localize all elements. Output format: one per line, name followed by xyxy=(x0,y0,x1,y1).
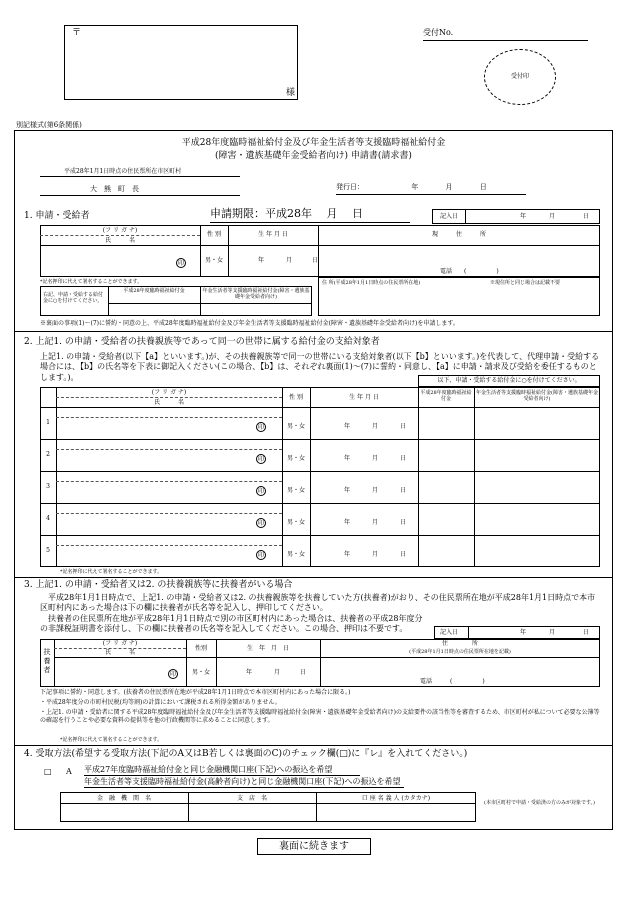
dep-row-number: 4 xyxy=(46,515,50,522)
addressee-line xyxy=(40,176,240,177)
section2-instruction: 以下、申請・受給する給付金に○を付けてください。 xyxy=(437,377,581,384)
section3-sign-note: *記名押印に代えて署名することができます。 xyxy=(60,737,163,743)
issue-month: 月 xyxy=(445,183,453,191)
dep-row-birth-month: 月 xyxy=(372,519,379,526)
dep-row-number: 2 xyxy=(46,451,50,458)
dep-row-temp-checkbox[interactable] xyxy=(419,440,473,470)
section3-entry-date-label: 記入日 xyxy=(440,629,459,636)
applicant-header-divider xyxy=(40,245,600,246)
dep-row-birth-month: 月 xyxy=(372,455,379,462)
dep-row-seal-mark: 印 xyxy=(257,552,264,559)
dep-row-seal-mark: 印 xyxy=(257,488,264,495)
dep-row-birth-year: 年 xyxy=(344,551,351,558)
section4-side-note: (本市区町村で申請・受給済の方のみが対象です。) xyxy=(484,800,596,806)
dep-row-birth-day: 日 xyxy=(400,519,407,526)
dep-header-furigana-divider xyxy=(56,397,282,398)
dep-name-header: 氏 名 xyxy=(153,399,184,406)
dep-row-birth-day: 日 xyxy=(400,423,407,430)
section3-entry-date-box[interactable] xyxy=(434,626,600,639)
section1-sign-note: *記名押印に代えて署名することができます。 xyxy=(40,279,143,285)
applicant-gender-value: 男・女 xyxy=(204,257,223,264)
option-a-underline2 xyxy=(84,787,404,788)
dep-birth-header: 生 年 月 日 xyxy=(349,394,379,401)
account-holder-input[interactable] xyxy=(317,804,475,821)
section1-entry-day: 日 xyxy=(583,213,590,220)
dep-row-birth-year: 年 xyxy=(344,487,351,494)
dep-row-support-checkbox[interactable] xyxy=(475,504,599,534)
issue-year: 年 xyxy=(411,183,419,191)
section1-entry-year: 年 xyxy=(520,213,527,220)
applicant-phone: 電話 ( ) xyxy=(440,268,499,275)
receipt-no-line xyxy=(423,40,588,41)
branch-name-input[interactable] xyxy=(189,804,315,821)
bank-name-input[interactable] xyxy=(61,804,187,821)
dep-row-number: 5 xyxy=(46,547,50,554)
dep-row-gender: 男・女 xyxy=(286,455,305,462)
dep-col-name-divider xyxy=(282,387,283,567)
section2-sign-note: *記名押印に代えて署名することができます。 xyxy=(60,569,163,575)
dep-row-gender: 男・女 xyxy=(286,551,305,558)
receipt-no-label: 受付No. xyxy=(423,28,454,37)
dep-row-furigana-divider xyxy=(56,481,282,482)
eligibility-support-benefit: 年金生活者等支援臨時福祉給付金(障害・遺族基礎年金受給者向け) xyxy=(202,288,310,301)
section2-heading: 2. 上記1. の申請・受給者の扶養親族等であって同一の世帯に属する給付金の支給対象者 xyxy=(24,337,380,347)
sup-gender-header: 性別 xyxy=(194,645,207,652)
sup-address-sub: (平成28年1月1日時点の住民票所在地を記載) xyxy=(409,649,511,655)
applicant-birth-month: 月 xyxy=(285,257,292,264)
receipt-stamp-label: 受付印 xyxy=(510,73,529,80)
dep-row-gender: 男・女 xyxy=(286,423,305,430)
section2-end-line xyxy=(14,577,613,578)
section1-pledge: ※裏面の事項(1)～(7)に誓約・同意の上、平成28年度臨時福祉給付金及び年金生活者等支援臨時福祉給付金(障害・遺族基礎年金受給者向け)を申請します。 xyxy=(40,320,459,327)
section1-entry-date-label: 記入日 xyxy=(440,213,459,220)
dep-row-furigana-divider xyxy=(56,545,282,546)
applicant-address-header: 現 住 所 xyxy=(431,231,486,238)
postal-mark: 〒 xyxy=(72,28,82,38)
dep-gender-header: 性 別 xyxy=(289,394,303,401)
option-a-checkbox[interactable]: □ xyxy=(44,767,52,776)
sup-furigana-header: (フ リ ガ ナ) xyxy=(102,640,138,647)
supporter-side-label: 扶養者 xyxy=(43,648,51,675)
section3-pledge2: ・平成28年度分の市町村民税(均等割)の計算において課税される所得金額がありません。 xyxy=(40,699,281,706)
dep-row-birth-year: 年 xyxy=(344,455,351,462)
applicant-birth-year: 年 xyxy=(258,257,265,264)
eligibility-prefix: 右記、申請・受給する給付金に○を付けてください。 xyxy=(43,292,104,305)
sup-phone: 電話 ( ) xyxy=(420,678,485,685)
issue-date-line xyxy=(336,194,526,195)
form-label: 別記様式(第6条関係) xyxy=(16,121,82,129)
section1-heading: 1. 申請・受給者 xyxy=(24,211,90,221)
form-title-line2: (障害・遺族基礎年金受給者向け) 申請書(請求書) xyxy=(215,151,412,161)
dep-col-no-divider xyxy=(56,387,57,567)
dep-col-gender-divider xyxy=(310,387,311,567)
section3-entry-month: 月 xyxy=(549,629,556,636)
dep-row-support-checkbox[interactable] xyxy=(475,440,599,470)
eligibility-temp-checkbox[interactable] xyxy=(110,304,198,315)
dep-row-furigana-divider xyxy=(56,417,282,418)
dep-temp-header: 平成28年度臨時福祉給付金 xyxy=(420,390,472,403)
continue-label: 裏面に続きます xyxy=(279,841,349,852)
option-a-line1: 平成27年度臨時福祉給付金と同じ金融機関口座(下記)への振込を希望 xyxy=(84,765,333,774)
sup-birth-day: 日 xyxy=(299,669,306,676)
issue-day: 日 xyxy=(479,183,487,191)
dep-row-number: 3 xyxy=(46,483,50,490)
dep-row-furigana-divider xyxy=(56,449,282,450)
form-title-line1: 平成28年度臨時福祉給付金及び年金生活者等支援臨時福祉給付金 xyxy=(181,138,446,148)
section4-heading: 4. 受取方法(希望する受取方法(下記のA又はB若しくは裏面のC)のチェック欄(□)に『レ』を入れてください。) xyxy=(24,749,468,759)
applicant-name-header: 氏 名 xyxy=(104,237,135,244)
dep-row-support-checkbox[interactable] xyxy=(475,472,599,502)
dep-row-temp-checkbox[interactable] xyxy=(419,408,473,438)
dep-furigana-header: (フ リ ガ ナ) xyxy=(151,389,187,396)
section1-end-line xyxy=(14,331,613,332)
dep-row-number: 1 xyxy=(46,419,50,426)
applicant-gender-header: 性 別 xyxy=(207,231,221,238)
applicant-birth-day: 日 xyxy=(311,257,318,264)
section3-entry-day: 日 xyxy=(583,629,590,636)
applicant-furigana-header: (フ リ ガ ナ) xyxy=(102,227,138,234)
applicant-birth-header: 生 年 月 日 xyxy=(258,231,288,238)
applicant-birth-value xyxy=(238,257,318,265)
section2-body: 上記1. の申請・受給者(以下【a】といいます。)が、その扶養親族等で同一の世帯にいる支給対象者(以下【b】といいます。)を代表して、代理申請・受給する場合には、【b】の氏名等を下表に御記入ください(この場合、【b】は、それぞれ裏面(1)～(7)に誓約・同意し、【a】に申請・請求及び受給を委任するものとします。)。 xyxy=(40,352,600,382)
addressee-label: 平成28年1月1日時点の住民票所在市区町村 xyxy=(64,168,182,175)
sup-birth-value xyxy=(222,669,306,677)
account-holder-header: 口 座 名 義 人 (カタカナ) xyxy=(361,795,431,802)
sup-birth-year: 年 xyxy=(246,669,253,676)
dep-row-birth-day: 日 xyxy=(400,551,407,558)
supporter-seal-mark: 印 xyxy=(169,671,176,678)
option-a-letter: A xyxy=(66,767,72,776)
issue-date[interactable] xyxy=(336,183,487,192)
section3-pledge3: ・上記1. の申請・受給者に関する平成28年度臨時福祉給付金及び年金生活者等支援臨時福祉給付金(障害・遺族基礎年金受給者向け)の支給要件の該当性等を審査するため、市区町村が私について必要な公簿等の確認を行うことや必要な資料の提供等を他の行政機関等に求めることに同意します。 xyxy=(40,709,600,724)
dep-row-birth-year: 年 xyxy=(344,519,351,526)
honorific-sama: 様 xyxy=(286,88,296,98)
dep-row-seal-mark: 印 xyxy=(257,456,264,463)
address-box[interactable] xyxy=(64,25,298,100)
section3-entry-year: 年 xyxy=(520,629,527,636)
sup-header-divider xyxy=(54,657,600,658)
bank-name-header: 金 融 機 関 名 xyxy=(96,795,151,802)
dep-row-birth-month: 月 xyxy=(372,487,379,494)
eligibility-support-checkbox[interactable] xyxy=(202,304,310,315)
dep-row-furigana-divider xyxy=(56,513,282,514)
sup-birth-header: 生 年 月 日 xyxy=(246,645,289,652)
branch-name-header: 支 店 名 xyxy=(236,795,267,802)
addressee-name: 大 熊 町 長 xyxy=(90,185,139,193)
dep-row-birth-day: 日 xyxy=(400,455,407,462)
dep-row-temp-checkbox[interactable] xyxy=(419,472,473,502)
section3-pledge1: 下記事項に誓約・同意します。(扶養者の住民票所在地が平成28年1月1日時点で本市区町村内にあった場合に限る。) xyxy=(40,689,351,696)
sup-gender-value: 男・女 xyxy=(191,669,210,676)
sup-address-header: 住 所 xyxy=(441,640,478,647)
entry-date-divider xyxy=(465,209,466,224)
dep-row-temp-checkbox[interactable] xyxy=(419,536,473,566)
option-a-underline1 xyxy=(84,775,360,776)
dep-row-birth-year: 年 xyxy=(344,423,351,430)
section3-body2: 扶養者の住民票所在地が平成28年1月1日時点で別の市区町村内にあった場合は、扶養者の平成28年度分の非課税証明書を添付し、下の欄に扶養者の氏名等を記入してください。この場合、押印は不要です。 xyxy=(40,614,423,634)
dep-row-gender: 男・女 xyxy=(286,487,305,494)
section3-end-line xyxy=(14,745,613,746)
applicant-seal-mark: 印 xyxy=(177,260,184,267)
option-a-line2: 年金生活者等支援臨時福祉給付金(高齢者向け)と同じ金融機関口座(下記)への振込を希望 xyxy=(84,777,401,786)
dep-row-temp-checkbox[interactable] xyxy=(419,504,473,534)
section3-heading: 3. 上記1. の申請・受給者又は2. の扶養親族等に扶養者がいる場合 xyxy=(24,580,293,590)
dep-row-support-checkbox[interactable] xyxy=(475,536,599,566)
dep-row-seal-mark: 印 xyxy=(257,520,264,527)
sup-name-header: 氏 名 xyxy=(104,649,135,656)
eligibility-divider2 xyxy=(200,286,201,316)
dep-row-birth-day: 日 xyxy=(400,487,407,494)
deadline-underline xyxy=(210,222,410,223)
section3-body1: 平成28年1月1日時点で、上記1. の申請・受給者又は2. の扶養親族等を扶養していた方(扶養者)がおり、その住民票所在地が平成28年1月1日時点で本市区町村内にあった場合は下の欄に扶養者が氏名等を記入し、押印してください。 xyxy=(40,593,596,613)
dep-row-birth-month: 月 xyxy=(372,423,379,430)
eligibility-divider1 xyxy=(108,286,109,316)
eligibility-temp-benefit: 平成28年度臨時福祉給付金 xyxy=(123,288,185,294)
sup-birth-month: 月 xyxy=(273,669,280,676)
jan1-same-note: ※現住所と同じ場合は記載不要 xyxy=(490,280,561,286)
issue-date-label: 発行日： xyxy=(336,183,364,191)
dep-row-birth-month: 月 xyxy=(372,551,379,558)
dep-row-gender: 男・女 xyxy=(286,519,305,526)
dep-support-header: 年金生活者等支援臨時福祉給付金(障害・遺族基礎年金受給者向け) xyxy=(476,390,598,403)
applicant-furigana-divider xyxy=(40,235,200,236)
jan1-address-label: 住 所(平成28年1月1日時点の住民票所在地) xyxy=(322,280,421,286)
dep-row-seal-mark: 印 xyxy=(257,424,264,431)
section1-entry-month: 月 xyxy=(549,213,556,220)
dep-row-support-checkbox[interactable] xyxy=(475,408,599,438)
addressee-underline xyxy=(40,195,240,196)
section1-deadline: 申請期限：平成28年 月 日 xyxy=(210,207,363,220)
section3-entry-date-divider xyxy=(468,626,469,639)
